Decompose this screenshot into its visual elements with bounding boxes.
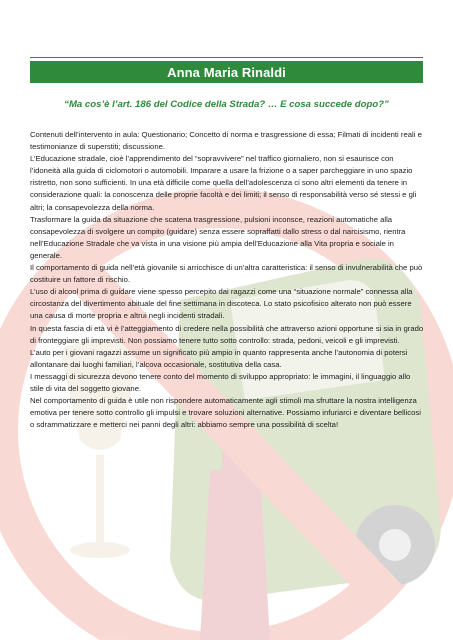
- article-body: [30, 129, 425, 431]
- author-header: [30, 61, 423, 83]
- paragraph: Nel comportamento di guida è utile non rispondere automaticamente agli stimoli ma sfruttare la nostra intelligenza emotiva per tenere sotto controllo gli impulsi e trovare soluzioni alternative. Possiamo infuriarci e diventare bellicosi o sdrammatizzare e metterci nei panni degli altri: abbiamo sempre una possibilità di scelta!: [30, 396, 421, 430]
- author-name: Anna Maria Rinaldi: [167, 64, 286, 80]
- paragraph: Contenuti dell’intervento in aula: Questionario; Concetto di norma e trasgressione di essa; Filmati di incidenti reali e testimonianze di superstiti; discussione.: [30, 130, 422, 152]
- paragraph: I messaggi di sicurezza devono tenere conto del momento di sviluppo appropriato: le immagini, il linguaggio allo stile di vita del soggetto giovane.: [30, 371, 411, 393]
- paragraph: In questa fascia di età vi è l’atteggiamento di credere nella possibilità che attraverso azioni opportune si sia in grado di fronteggiare gli imprevisti. Non possiamo tenere tutto sotto controllo: strada, pedoni, veicoli e gli imprevisti.: [30, 323, 424, 345]
- paragraph: L’auto per i giovani ragazzi assume un significato più ampio in quanto rappresenta anche l’autonomia di potersi allontanare dai luoghi familiari, l’alcova occasionale, sostitutiva della casa.: [30, 347, 408, 369]
- paragraph: Il comportamento di guida nell’età giovanile si arricchisce di un’altra caratteristica: il senso di invulnerabilità che può costituire un fattore di rischio.: [30, 263, 423, 285]
- header-rule: [30, 57, 423, 58]
- paragraph: Trasformare la guida da situazione che scatena trasgressione, pulsioni inconsce, reazioni automatiche alla consapevolezza di svolgere un compito (guidare) senza essere sopraffatti dallo stress o dal narcisismo, rientra nell’Educazione Stradale che va vista in una visione più ampia dell’Educazione alla Vita propria e sociale in generale.: [30, 214, 406, 260]
- paragraph: L’uso di alcool prima di guidare viene spesso percepito dai ragazzi come una “situazione normale” connessa alla circostanza del divertimento abituale del fine settimana in discoteca. Lo stato psicofisico alterato non può essere una causa di morte propria e altrui negli incidenti stradali.: [30, 287, 413, 321]
- article-subtitle: “Ma cos’è l’art. 186 del Codice della Strada? … E cosa succede dopo?”: [64, 99, 389, 110]
- paragraph: L’Educazione stradale, cioè l’apprendimento del “sopravvivere” nel traffico giornaliero, non si esaurisce con l’idoneità alla guida di ciclomotori o automobili. Imparare a usare la frizione o a saper parcheggiare in uno spazio ristretto, non sono sufficienti. In una età difficile come quella dell’adolescenza ci sono altri elementi da tenere in considerazione quali: la conoscenza delle proprie facoltà e dei limiti; il senso di responsabilità verso sé stessi e gli altri; la consapevolezza della norma.: [30, 154, 417, 212]
